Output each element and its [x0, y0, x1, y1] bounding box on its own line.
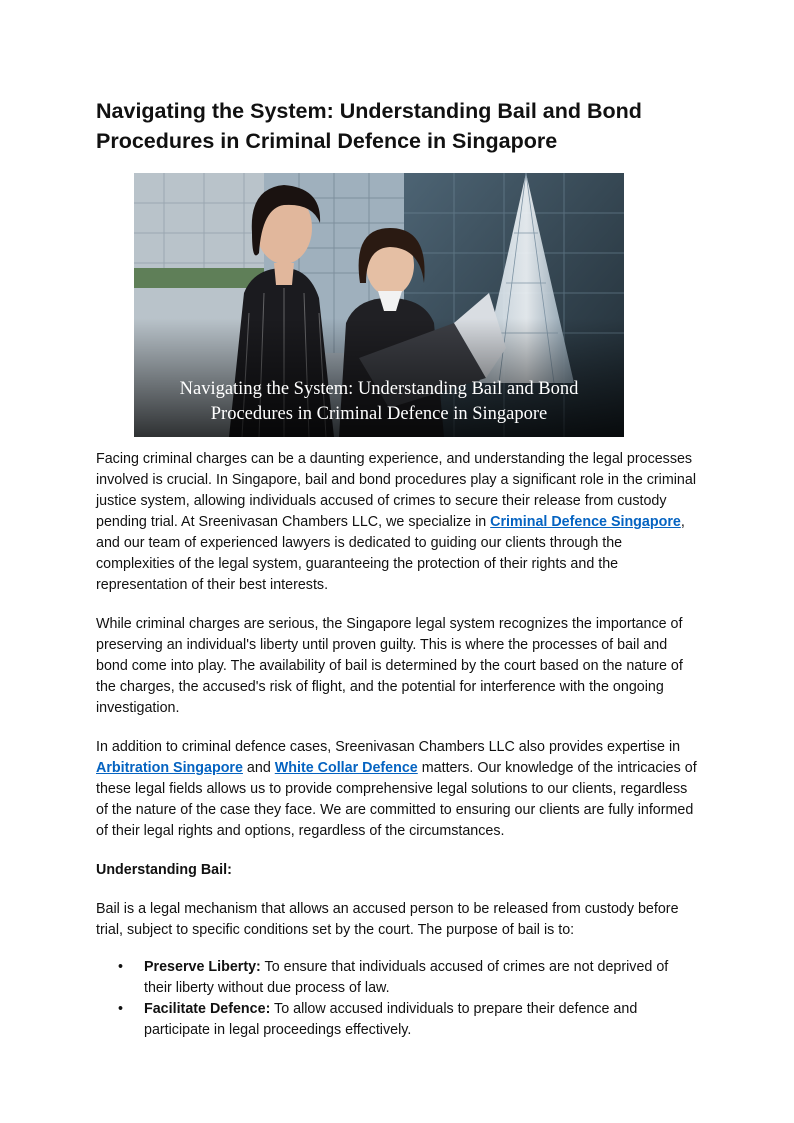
article [96, 96, 700, 156]
criminal-defence-link[interactable]: Criminal Defence Singapore [490, 514, 681, 530]
list-item-term: Preserve Liberty: [144, 959, 261, 975]
intro-text-continued: , and our team of experienced lawyers is dedicated to guiding our clients through the complexities of the legal system, guaranteeing the protection of their rights and the representation of their best interests. [96, 514, 685, 593]
article-body [96, 449, 700, 1041]
intro-text: Facing criminal charges can be a daunting experience, and understanding the legal processes involved is crucial. In Singapore, bail and bond procedures play a significant role in the criminal justice system, allowing individuals accused of crimes to secure their release from custody pending trial. At Sreenivasan Chambers LLC, we specialize in [96, 451, 697, 530]
list-item-text: To ensure that individuals accused of crimes are not deprived of their liberty without due process of law. [144, 959, 669, 996]
list-item [96, 957, 700, 999]
hero-caption-line-1: Navigating the System: Understanding Bail and Bond [179, 379, 579, 399]
list-item [96, 999, 700, 1041]
arbitration-link[interactable]: Arbitration Singapore [96, 760, 243, 776]
bullet-icon: • [118, 1001, 124, 1017]
white-collar-link[interactable]: White Collar Defence [274, 760, 418, 776]
list-item-text: To allow accused individuals to prepare their defence and participate in legal proceedings effectively. [144, 1001, 638, 1038]
hero-caption-line-2: Procedures in Criminal Defence in Singapore [210, 404, 548, 424]
bullet-icon: • [118, 959, 124, 975]
section-heading: Understanding Bail: [96, 862, 232, 878]
purpose-list [96, 957, 700, 1041]
expertise-text-continued: matters. Our knowledge of the intricacies of these legal fields allows us to provide comprehensive legal solutions to our clients, regardless of the nature of the case they face. We are committed to ensuring our clients are fully informed of their legal rights and options, regardless of the circumstances. [96, 760, 697, 839]
bail-paragraph: Bail is a legal mechanism that allows an accused person to be released from custody before trial, subject to specific conditions set by the court. The purpose of bail is to: [96, 901, 679, 938]
expertise-conjunction: and [242, 760, 275, 776]
hero-caption [134, 377, 624, 427]
expertise-paragraph [96, 737, 700, 842]
expertise-text: In addition to criminal defence cases, Sreenivasan Chambers LLC also provides expertise in [96, 739, 681, 755]
liberty-paragraph: While criminal charges are serious, the Singapore legal system recognizes the importance of preserving an individual's liberty until proven guilty. This is where the processes of bail and bond come into play. The availability of bail is determined by the court based on the nature of the charges, the accused's risk of flight, and the potential for interference with the ongoing investigation. [96, 616, 683, 716]
page-title: Navigating the System: Understanding Bail and Bond Procedures in Criminal Defence in Singapore [96, 99, 642, 153]
list-item-term: Facilitate Defence: [144, 1001, 271, 1017]
hero-image [134, 173, 624, 437]
intro-paragraph [96, 449, 700, 596]
